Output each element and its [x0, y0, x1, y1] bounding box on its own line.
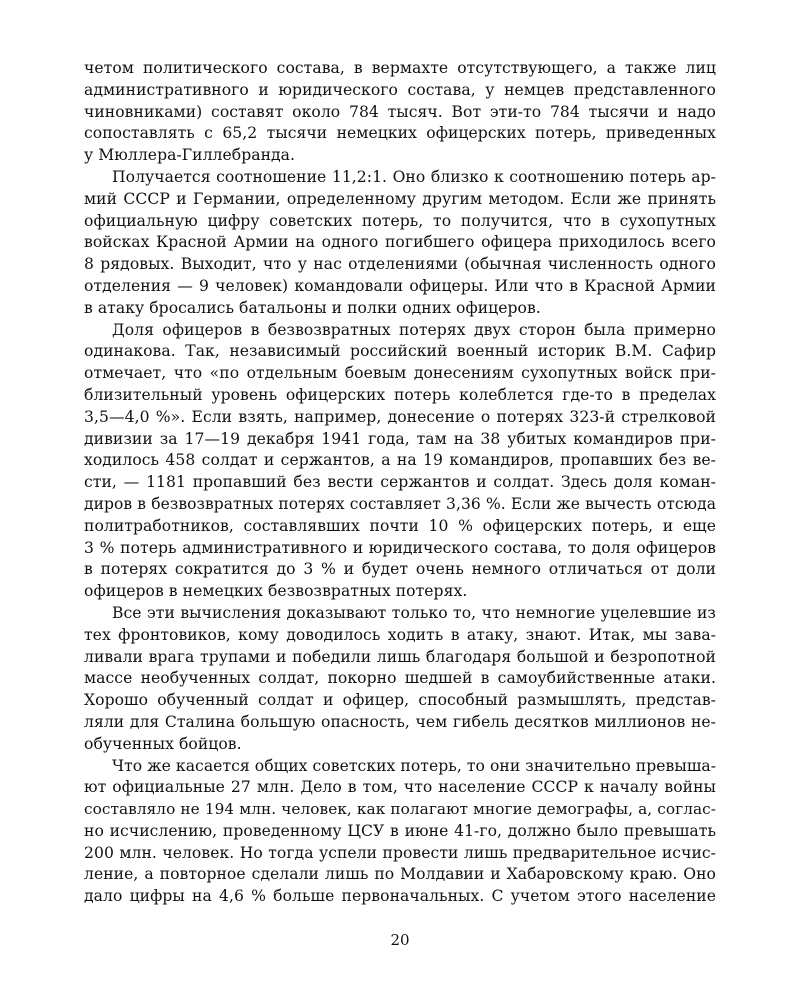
text-line: Доля офицеров в безвозвратных потерях двух сторон была примерно — [112, 320, 716, 339]
text-line: диров в безвозвратных потерях составляет 3,36 %. Если же вычесть отсюда — [84, 494, 716, 513]
text-line: отделения — 9 человек) командовали офицеры. Или что в Красной Армии — [84, 276, 716, 295]
text-line: массе необученных солдат, покорно шедшей в самоубийственные атаки. — [84, 669, 716, 688]
text-line: у Мюллера-Гиллебранда. — [84, 146, 296, 165]
text-line: политработников, составлявших почти 10 % офицерских потерь, и еще — [84, 516, 716, 535]
text-line: дало цифры на 4,6 % больше первоначальных. С учетом этого население — [84, 887, 716, 906]
text-line: 3 % потерь административного и юридического состава, то доля офицеров — [84, 538, 716, 557]
text-line: Что же касается общих советских потерь, то они значительно превыша- — [112, 756, 717, 775]
page-body — [84, 58, 716, 908]
text-line: 200 млн. человек. Но тогда успели провести лишь предварительное исчис- — [84, 843, 716, 862]
text-line: ление, а повторное сделали лишь по Молдавии и Хабаровскому краю. Оно — [84, 865, 716, 884]
text-line: 8 рядовых. Выходит, что у нас отделениями (обычная численность одного — [84, 255, 716, 274]
text-line: Все эти вычисления доказывают только то, что немногие уцелевшие из — [112, 603, 716, 622]
text-line: сопоставлять с 65,2 тысячи немецких офицерских потерь, приведенных — [84, 124, 716, 143]
text-line: мий СССР и Германии, определенному другим методом. Если же принять — [84, 189, 716, 208]
text-line: но исчислению, проведенному ЦСУ в июне 41-го, должно было превышать — [84, 821, 716, 840]
text-line: сти, — 1181 пропавший без вести сержантов и солдат. Здесь доля коман- — [84, 473, 716, 492]
text-line: ляли для Сталина большую опасность, чем гибель десятков миллионов не- — [84, 712, 716, 731]
text-line: близительный уровень офицерских потерь колеблется где-то в пределах — [84, 385, 716, 404]
text-line: Получается соотношение 11,2:1. Оно близко к соотношению потерь ар- — [112, 167, 716, 186]
text-line: составляло не 194 млн. человек, как полагают многие демографы, а, соглас- — [84, 800, 716, 819]
paragraph-4 — [84, 603, 716, 756]
text-line: одинакова. Так, независимый российский военный историк В.М. Сафир — [84, 342, 716, 361]
text-line: в атаку бросались батальоны и полки одних офицеров. — [84, 298, 541, 317]
text-line: ходилось 458 солдат и сержантов, а на 19 командиров, пропавших без ве- — [84, 451, 716, 470]
text-line: ют официальные 27 млн. Дело в том, что население СССР к началу войны — [84, 778, 716, 797]
paragraph-2 — [84, 167, 716, 320]
text-line: 3,5—4,0 %». Если взять, например, донесение о потерях 323-й стрелковой — [84, 407, 716, 426]
text-line: чиновниками) составят около 784 тысяч. Вот эти-то 784 тысячи и надо — [84, 102, 716, 121]
text-line: четом политического состава, в вермахте отсутствующего, а также лиц — [84, 59, 716, 77]
text-line: административного и юридического состава, у немцев представленного — [84, 80, 716, 99]
text-line: тех фронтовиков, кому доводилось ходить в атаку, знают. Итак, мы зава- — [84, 625, 716, 644]
text-line: Хорошо обученный солдат и офицер, способный размышлять, представ- — [84, 691, 716, 710]
text-line: официальную цифру советских потерь, то получится, что в сухопутных — [84, 211, 716, 230]
text-line: дивизии за 17—19 декабря 1941 года, там на 38 убитых командиров при- — [84, 429, 716, 448]
paragraph-1 — [84, 58, 716, 167]
text-line: отмечает, что «по отдельным боевым донесениям сухопутных войск при- — [84, 364, 716, 383]
page-number: 20 — [390, 931, 410, 949]
paragraph-3 — [84, 320, 716, 603]
text-line: обученных бойцов. — [84, 734, 242, 753]
text-line: войсках Красной Армии на одного погибшего офицера приходилось всего — [84, 233, 716, 252]
text-line: офицеров в немецких безвозвратных потерях. — [84, 582, 468, 601]
text-line: ливали врага трупами и победили лишь благодаря большой и безропотной — [84, 647, 716, 666]
paragraph-5 — [84, 756, 716, 909]
text-line: в потерях сократится до 3 % и будет очень немного отличаться от доли — [84, 560, 716, 579]
